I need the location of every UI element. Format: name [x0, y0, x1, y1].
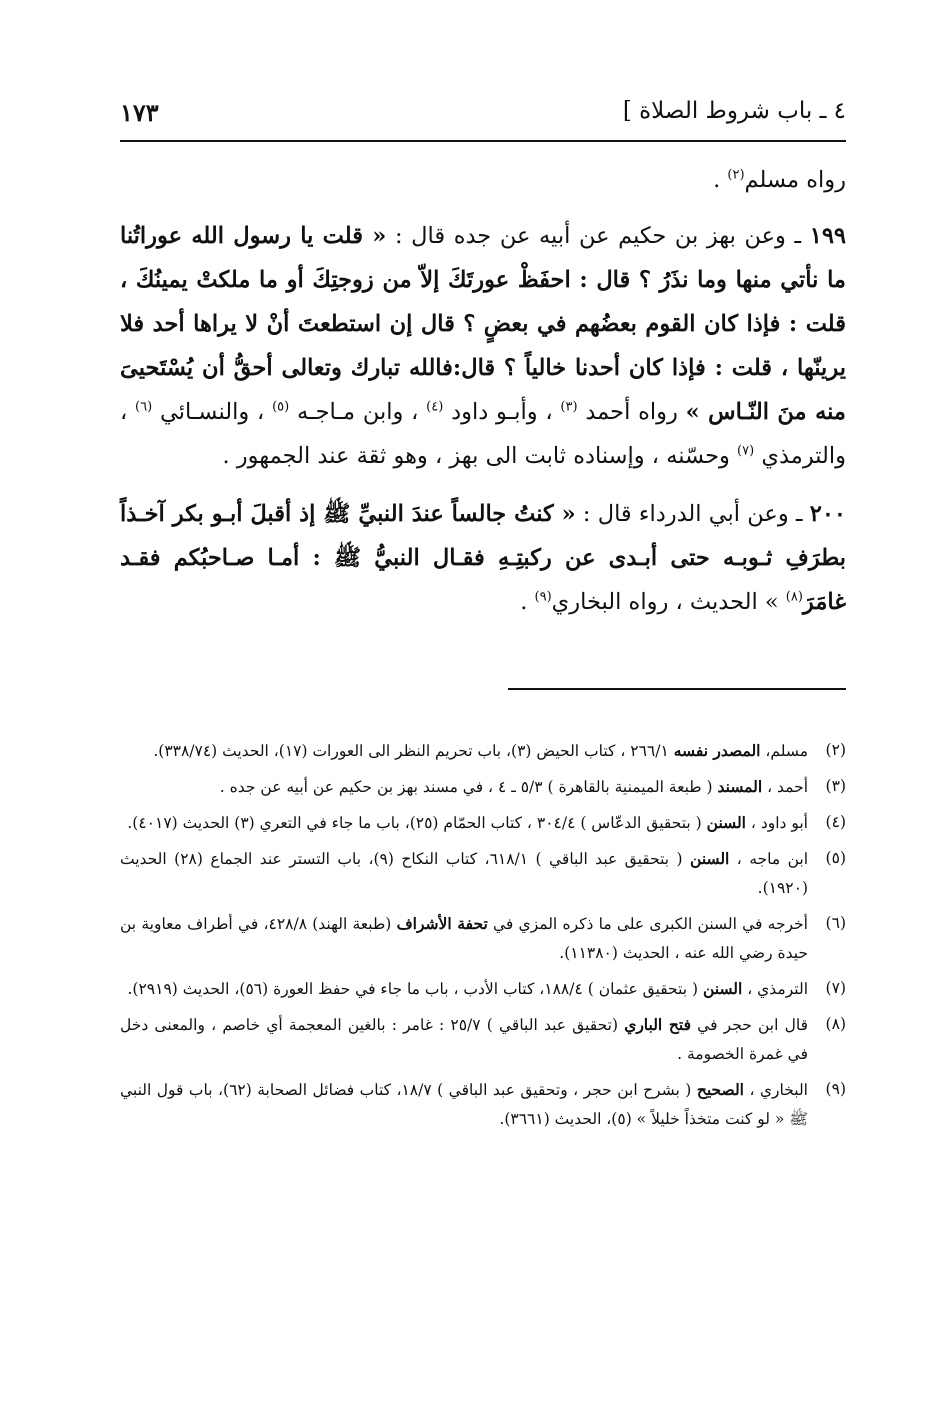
main-text — [120, 158, 846, 624]
footnote-ref: (٢) — [727, 167, 745, 183]
footnote-book-title: السنن — [706, 813, 746, 832]
footnote-ref: (٥) — [272, 399, 290, 415]
hadith-grading: وحسّنه ، وإسناده ثابت الى بهز ، وهو ثقة عند الجمهور . — [222, 443, 738, 469]
page-number: ١٧٣ — [120, 98, 159, 127]
footnote-part: ابن ماجه ، — [729, 850, 809, 868]
footnote-ref: (٤) — [426, 399, 444, 415]
footnote-text — [120, 772, 808, 802]
hadith-200 — [120, 492, 846, 624]
intro-text: رواه مسلم — [744, 167, 846, 193]
footnote-book-title: فتح الباري — [624, 1015, 691, 1034]
hadith-tail: . — [520, 589, 535, 615]
footnote-part: (تحقيق عبد الباقي ) ٢٥/٧ : غامر : بالغين المعجمة أي خاصم ، والمعنى دخل في غمرة الخصومة . — [120, 1016, 808, 1063]
footnote-book-title: السنن — [690, 849, 730, 868]
footnote-ref: (٩) — [534, 589, 552, 605]
footnote-ref: (٣) — [560, 399, 578, 415]
hadith-source: ، وأبـو داود — [443, 399, 561, 425]
footnote-ref: (٧) — [737, 443, 755, 459]
footnote-text — [120, 909, 808, 968]
footnote-book-title: المصدر نفسه — [673, 741, 761, 760]
footnote-part: أبو داود ، — [745, 814, 808, 832]
footnote — [120, 1075, 846, 1134]
hadith-source: ، وابن مـاجـه — [289, 399, 427, 425]
footnote-part: ( بشرح ابن حجر ، وتحقيق عبد الباقي ) ١٨/٧، كتاب فضائل الصحابة (٦٢)، باب قول النبي ﷺ « لو كنت متخذاً خليلاً » (٥)، الحديث (٣٦٦١). — [120, 1081, 808, 1128]
footnote-text — [120, 844, 808, 903]
footnote-number: (٦) — [825, 914, 846, 932]
footnote-part: ( طبعة الميمنية بالقاهرة ) ٥/٣ ـ ٤ ، في مسند بهز بن حكيم عن أبيه عن جده . — [219, 778, 718, 796]
footnote-number: (٩) — [825, 1080, 846, 1098]
intro-tail: . — [713, 167, 728, 193]
footnote-number: (٢) — [825, 741, 846, 759]
footnote-text — [120, 736, 808, 766]
footnote-text — [120, 808, 808, 838]
footnote-ref: (٦) — [135, 399, 153, 415]
running-header — [120, 94, 846, 142]
footnote-number: (٤) — [825, 813, 846, 831]
footnote-part: قال ابن حجر في — [690, 1016, 808, 1034]
footnote-ref: (٨) — [785, 589, 803, 605]
intro-line — [120, 158, 846, 202]
hadith-source: ، والترمذي — [120, 399, 846, 469]
footnote-text — [120, 974, 808, 1004]
footnote-number: (٧) — [825, 979, 846, 997]
footnote-number: (٣) — [825, 777, 846, 795]
footnote-part: (طبعة الهند) ٤٢٨/٨، في أطراف معاوية بن حيدة رضي الله عنه ، الحديث (١١٣٨٠). — [120, 915, 808, 962]
footnote-book-title: السنن — [702, 979, 743, 998]
footnote — [120, 1010, 846, 1069]
hadith-number: ٢٠٠ — [809, 501, 846, 527]
hadith-source: رواه أحمد — [577, 399, 686, 425]
footnote-part: الترمذي ، — [742, 980, 808, 998]
footnote — [120, 808, 846, 838]
footnote-part: مسلم، — [760, 742, 808, 760]
footnote-book-title: تحفة الأشراف — [396, 914, 488, 933]
footnote — [120, 844, 846, 903]
hadith-source: ، والنسـائي — [152, 399, 273, 425]
hadith-text: « قلت يا رسول الله عوراتُنا ما نأتي منها وما نذَرُ ؟ قال : احفَظْ عورتَكَ إلاّ من زوجتِكَ أو ما ملكتْ يمينُكَ ، قلت : فإذا كان القوم بعضُهم في بعضٍ ؟ قال إن استطعتَ أنْ لا يراها أحد فلا يرينّها ، قلت : فإذا كان أحدنا خالياً ؟ قال:فالله تبارك وتعالى أحقُّ أن يُسْتَحيىَ منه منَ النّـاس » — [120, 223, 846, 425]
footnote-part: البخاري ، — [743, 1081, 808, 1099]
footnote-number: (٨) — [825, 1015, 846, 1033]
footnote-book-title: المسند — [717, 777, 763, 796]
hadith-199 — [120, 214, 846, 478]
footnote-number: (٥) — [825, 849, 846, 867]
hadith-chain: ـ وعن بهز بن حكيم عن أبيه عن جده قال : — [386, 223, 810, 249]
footnote-part: ٢٦٦/١ ، كتاب الحيض (٣)، باب تحريم النظر الى العورات (١٧)، الحديث (٣٣٨/٧٤). — [153, 742, 674, 760]
footnote-text — [120, 1075, 808, 1134]
footnote — [120, 974, 846, 1004]
footnote-part: أحمد ، — [762, 778, 808, 796]
footnotes — [120, 736, 846, 1140]
footnote-part: ( بتحقيق عبد الباقي ) ٦١٨/١، كتاب النكاح (٩)، باب التستر عند الجماع (٢٨) الحديث (١٩٢٠). — [120, 850, 808, 897]
footnote-part: ( بتحقيق عثمان ) ١٨٨/٤، كتاب الأدب ، باب ما جاء في حفظ العورة (٥٦)، الحديث (٢٩١٩). — [127, 980, 703, 998]
footnote-text — [120, 1010, 808, 1069]
footnote-divider — [508, 688, 846, 690]
footnote — [120, 909, 846, 968]
chapter-title: ٤ ـ باب شروط الصلاة ] — [622, 98, 846, 124]
footnote-part: أخرجه في السنن الكبرى على ما ذكره المزي في — [487, 915, 808, 933]
footnote — [120, 772, 846, 802]
footnote-book-title: الصحيح — [696, 1080, 744, 1099]
hadith-number: ١٩٩ — [809, 223, 846, 249]
hadith-text: « كنتُ جالساً عندَ النبيِّ ﷺ إذ أقبلَ أبـو بكر آخـذاً بطرَفِ ثـوبـه حتى أبـدى عن ركبتِـهِ فقـال النبيُّ ﷺ : أمـا صـاحبُكم فقـد غامَرَ — [120, 501, 846, 615]
hadith-chain: ـ وعن أبي الدرداء قال : — [575, 501, 810, 527]
hadith-source: » الحديث ، رواه البخاري — [551, 589, 786, 615]
footnote — [120, 736, 846, 766]
footnote-part: ( بتحقيق الدعّاس ) ٣٠٤/٤ ، كتاب الحمّام (٢٥)، باب ما جاء في التعري (٣) الحديث (٤٠١٧). — [127, 814, 707, 832]
